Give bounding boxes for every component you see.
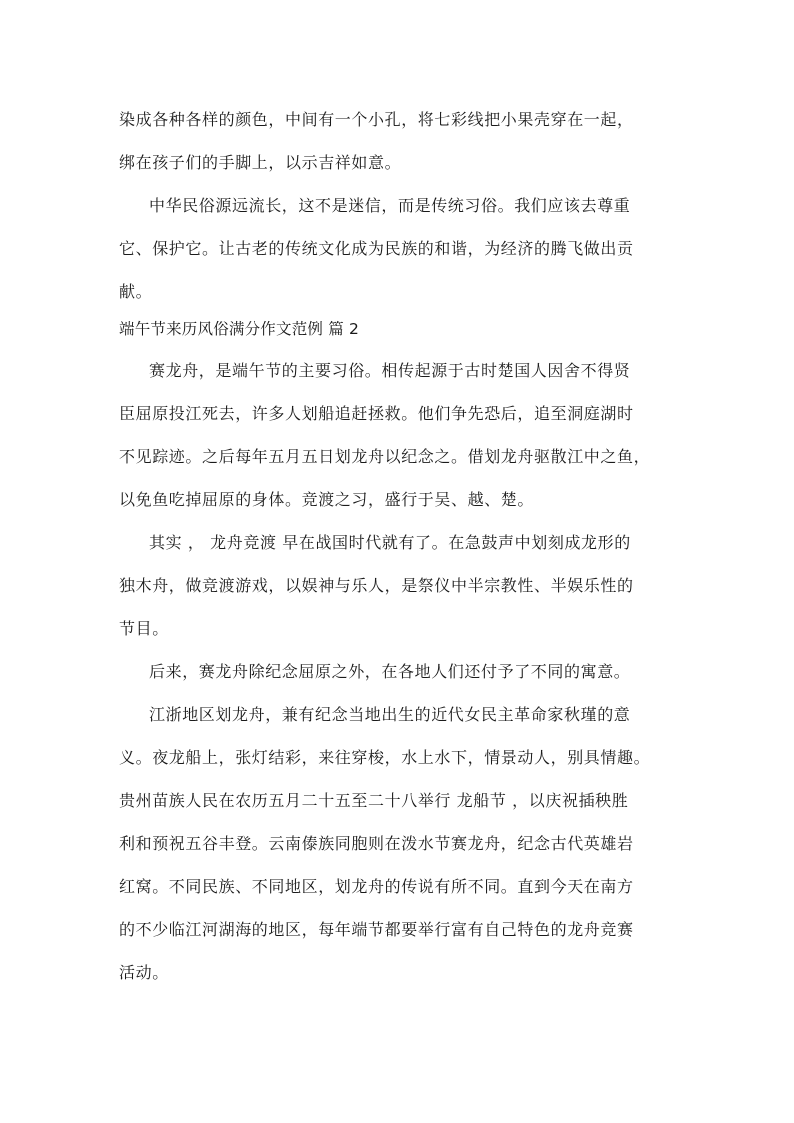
text-line: 的不少临江河湖海的地区，每年端节都要举行富有自己特色的龙舟竞赛 [119,920,634,939]
text-line: 后来，赛龙舟除纪念屈原之外，在各地人们还付予了不同的寓意。 [149,662,631,681]
text-line: 其实 ， 龙舟竞渡 早在战国时代就有了。在急鼓声中划刻成龙形的 [149,533,631,552]
text-line: 不见踪迹。之后每年五月五日划龙舟以纪念之。借划龙舟驱散江中之鱼， [119,447,651,466]
text-line: 江浙地区划龙舟，兼有纪念当地出生的近代女民主革命家秋瑾的意 [149,705,631,724]
text-line: 献。 [119,282,153,301]
text-line: 中华民俗源远流长，这不是迷信，而是传统习俗。我们应该去尊重 [149,196,631,215]
text-line: 它、保护它。让古老的传统文化成为民族的和谐，为经济的腾飞做出贡 [119,239,634,258]
text-line: 绑在孩子们的手脚上，以示吉祥如意。 [119,153,402,172]
text-line: 染成各种各样的颜色，中间有一个小孔，将七彩线把小果壳穿在一起， [119,110,634,129]
text-line: 独木舟，做竞渡游戏，以娱神与乐人，是祭仪中半宗教性、半娱乐性的 [119,576,634,595]
text-line: 义。夜龙船上，张灯结彩，来往穿梭，水上水下，情景动人，别具情趣。 [119,748,651,767]
text-line: 臣屈原投江死去，许多人划船追赶拯救。他们争先恐后，追至洞庭湖时 [119,404,634,423]
text-line: 贵州苗族人民在农历五月二十五至二十八举行 龙船节 ，以庆祝插秧胜 [119,791,629,810]
paragraph-folk-customs [119,184,679,313]
section-heading: 端午节来历风俗满分作文范例 篇 2 [119,320,360,338]
document-body [119,98,679,994]
paragraph-warring-states [119,521,679,650]
paragraph-dragon-boat-origin [119,349,679,521]
paragraph-regional-customs [119,693,679,994]
text-line: 红窝。不同民族、不同地区，划龙舟的传说有所不同。直到今天在南方 [119,877,634,896]
text-line: 赛龙舟，是端午节的主要习俗。相传起源于古时楚国人因舍不得贤 [149,361,631,380]
paragraph-continued [119,98,679,184]
text-line: 活动。 [119,963,169,982]
text-line: 节目。 [119,619,169,638]
text-line: 以免鱼吃掉屈原的身体。竞渡之习，盛行于吴、越、楚。 [119,490,535,509]
paragraph-later-meanings [119,650,679,693]
text-line: 利和预祝五谷丰登。云南傣族同胞则在泼水节赛龙舟，纪念古代英雄岩 [119,834,634,853]
